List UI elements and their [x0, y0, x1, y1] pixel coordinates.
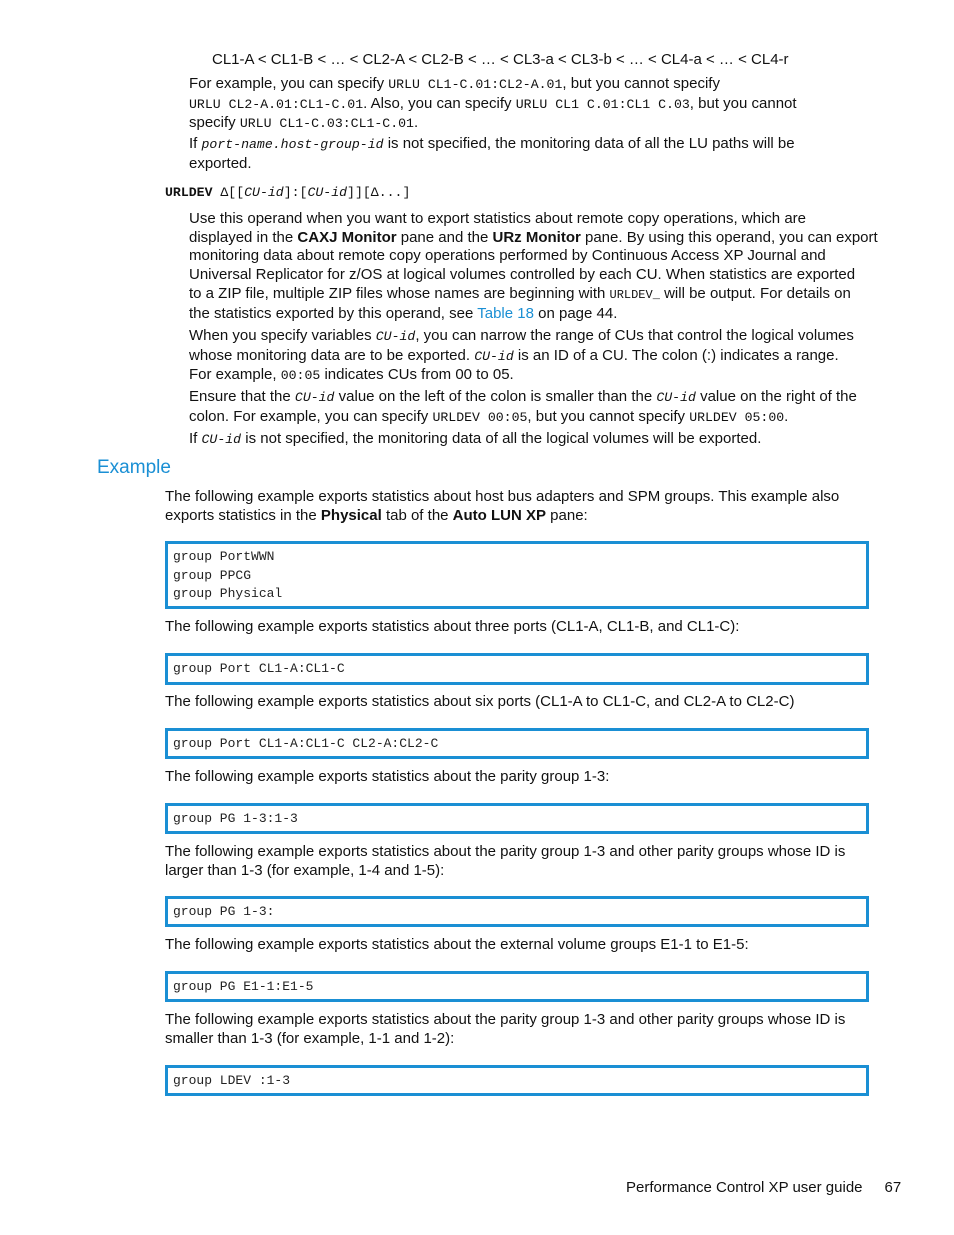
footer-title: Performance Control XP user guide: [626, 1179, 863, 1196]
code-block-parity-smaller: [165, 1065, 869, 1096]
code-line: group LDEV :1-3: [173, 1073, 291, 1088]
external-volume-text: The following example exports statistics about the external volume groups E1-1 to E1-5:: [165, 936, 749, 953]
six-ports-text: The following example exports statistics about six ports (CL1-A to CL1-C, and CL2-A to CL2-C): [165, 693, 795, 710]
urldev-description: Use this operand when you want to export statistics about remote copy operations, which are displayed in the CAXJ Monitor pane and the URz Monitor pane. By using this operand, you can export monitoring data about remote copy operations performed by Continuous Access XP Journal and Universal Replicator for z/OS at logical volumes controlled by each CU. When statistics are exported to a ZIP file, multiple ZIP files whose names are beginning with URLDEV_ will be output. For details on the statistics exported by this operand, see Table 18 on page 44.: [189, 210, 878, 322]
code-line: group Port CL1-A:CL1-C CL2-A:CL2-C: [173, 736, 439, 751]
code-line: group PPCG: [173, 567, 252, 583]
example-intro: The following example exports statistics about host bus adapters and SPM groups. This example also exports statistics in the Physical tab of the Auto LUN XP pane:: [165, 488, 840, 524]
parity-group-text: The following example exports statistics about the parity group 1-3:: [165, 768, 610, 785]
code-line: group PG 1-3:: [173, 904, 275, 919]
cu-note: If CU-id is not specified, the monitoring data of all the logical volumes will be exported.: [189, 430, 762, 447]
three-ports-text: The following example exports statistics about three ports (CL1-A, CL1-B, and CL1-C):: [165, 618, 740, 635]
code-block-three-ports: [165, 653, 869, 685]
parity-larger-text: The following example exports statistics about the parity group 1-3 and other parity groups whose ID is larger than 1-3 (for example, 1-4 and 1-5):: [165, 843, 846, 879]
page-number: 67: [884, 1179, 902, 1196]
code-line: group PortWWN: [173, 549, 275, 564]
code-block-six-ports: [165, 728, 869, 759]
code-line: group PG E1-1:E1-5: [173, 979, 314, 994]
table-18-link[interactable]: Table 18: [477, 304, 534, 322]
code-block-parity-larger: [165, 896, 869, 927]
code-block-external-volume: [165, 971, 869, 1002]
urlu-example-paragraph: For example, you can specify URLU CL1-C.01:CL2-A.01, but you cannot specify URLU CL2-A.01:CL1-C.01. Also, you can specify URLU CL1 C.01:CL1 C.03, but you cannot specify URLU CL1-C.03:CL1-C.01.: [189, 75, 797, 132]
port-order-line: CL1-A < CL1-B < … < CL2-A < CL2-B < … < CL3-a < CL3-b < … < CL4-a < … < CL4-r: [212, 51, 789, 68]
code-line: group Port CL1-A:CL1-C: [173, 661, 345, 676]
port-name-note: If port-name.host-group-id is not specified, the monitoring data of all the LU paths will be exported.: [189, 135, 795, 172]
code-block-parity-group: [165, 803, 869, 834]
code-block-groups: [165, 541, 869, 609]
parity-smaller-text: The following example exports statistics about the parity group 1-3 and other parity groups whose ID is smaller than 1-3 (for example, 1-1 and 1-2):: [165, 1011, 846, 1047]
page-footer: [626, 1179, 901, 1196]
code-line: group PG 1-3:1-3: [173, 811, 298, 826]
code-line: group Physical: [173, 586, 283, 601]
urldev-syntax: URLDEV Δ[[CU-id]:[CU-id]][Δ...]: [165, 185, 411, 200]
section-heading-example: Example: [97, 457, 171, 478]
cu-ensure-paragraph: Ensure that the CU-id value on the left of the colon is smaller than the CU-id value on the right of the colon. For example, you can specify URLDEV 00:05, but you cannot specify URLDEV 05:00.: [189, 388, 857, 425]
cu-range-paragraph: When you specify variables CU-id, you can narrow the range of CUs that control the logical volumes whose monitoring data are to be exported. CU-id is an ID of a CU. The colon (:) indicates a range. For example, 00:05 indicates CUs from 00 to 05.: [189, 327, 854, 384]
